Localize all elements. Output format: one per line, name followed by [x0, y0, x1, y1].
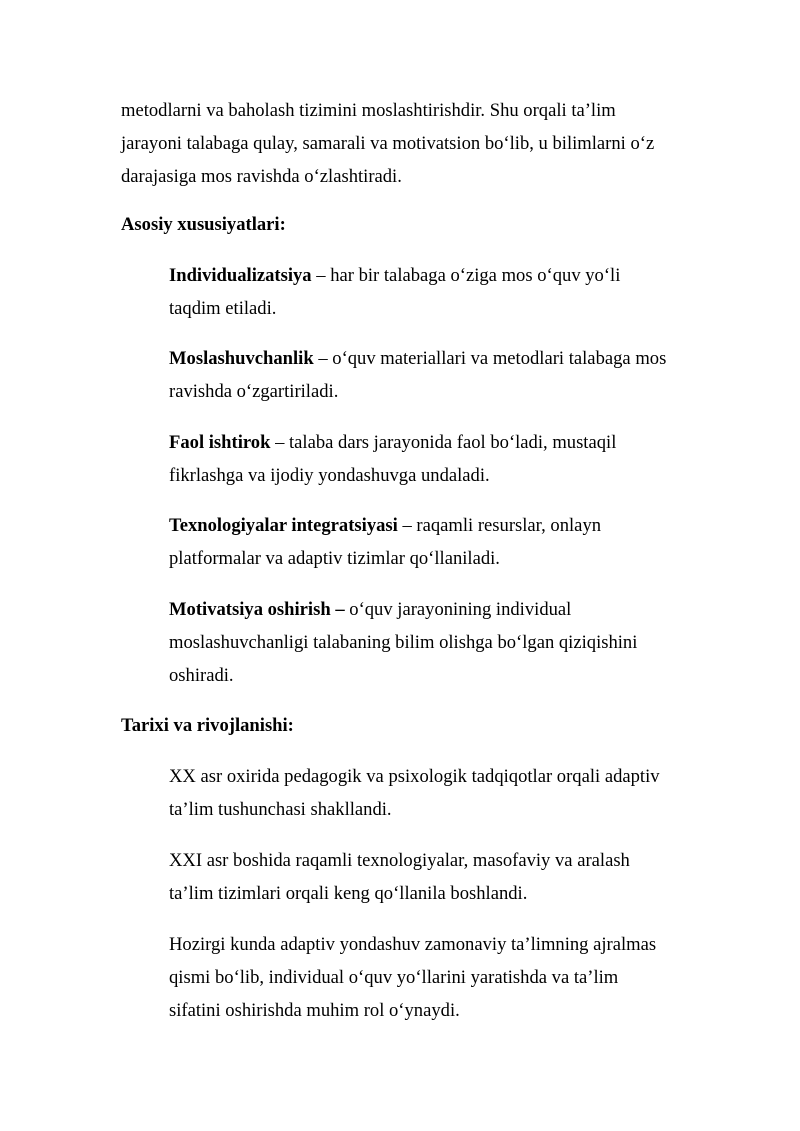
feature-text: – o‘quv materiallari va metodlari talabaga mos: [313, 348, 667, 369]
intro-line-1: metodlarni va baholash tizimini moslashtirishdir. Shu orqali ta’lim: [121, 100, 616, 121]
feature-term: Individualizatsiya: [169, 265, 312, 286]
feature-term: Moslashuvchanlik: [169, 348, 314, 369]
history-text: ta’lim tizimlari orqali keng qo‘llanila boshlandi.: [169, 883, 528, 904]
feature-text: platformalar va adaptiv tizimlar qo‘llaniladi.: [169, 548, 500, 569]
feature-term: Faol ishtirok: [169, 432, 271, 453]
feature-text: – talaba dars jarayonida faol bo‘ladi, mustaqil: [270, 432, 617, 453]
intro-paragraph: [121, 94, 681, 193]
history-item: [169, 844, 689, 910]
feature-term: Texnologiyalar integratsiyasi: [169, 515, 398, 536]
intro-line-3: darajasiga mos ravishda o‘zlashtiradi.: [121, 166, 402, 187]
feature-text: o‘quv jarayonining individual: [344, 599, 572, 620]
history-text: ta’lim tushunchasi shakllandi.: [169, 799, 392, 820]
history-heading: Tarixi va rivojlanishi:: [121, 715, 294, 736]
history-text: XXI asr boshida raqamli texnologiyalar, masofaviy va aralash: [169, 850, 630, 871]
history-text: qismi bo‘lib, individual o‘quv yo‘llarini yaratishda va ta’lim: [169, 967, 619, 988]
history-item: [169, 928, 689, 1027]
feature-term: Motivatsiya oshirish –: [169, 599, 345, 620]
intro-line-2: jarayoni talabaga qulay, samarali va motivatsion bo‘lib, u bilimlarni o‘z: [121, 133, 655, 154]
features-heading: Asosiy xususiyatlari:: [121, 214, 286, 235]
feature-text: oshiradi.: [169, 665, 234, 686]
history-text: XX asr oxirida pedagogik va psixologik tadqiqotlar orqali adaptiv: [169, 766, 660, 787]
feature-text: – raqamli resurslar, onlayn: [397, 515, 602, 536]
history-item: [169, 760, 689, 826]
feature-item-motivatsiya: [169, 593, 689, 692]
feature-item-moslashuvchanlik: [169, 342, 689, 408]
feature-text: fikrlashga va ijodiy yondashuvga undaladi.: [169, 465, 490, 486]
feature-text: – har bir talabaga o‘ziga mos o‘quv yo‘li: [311, 265, 621, 286]
feature-text: taqdim etiladi.: [169, 298, 277, 319]
feature-text: moslashuvchanligi talabaning bilim olishga bo‘lgan qiziqishini: [169, 632, 638, 653]
feature-item-texnologiyalar: [169, 509, 689, 575]
feature-text: ravishda o‘zgartiriladi.: [169, 381, 339, 402]
feature-item-individualizatsiya: [169, 259, 689, 325]
history-text: sifatini oshirishda muhim rol o‘ynaydi.: [169, 1000, 460, 1021]
feature-item-faol-ishtirok: [169, 426, 689, 492]
history-text: Hozirgi kunda adaptiv yondashuv zamonaviy ta’limning ajralmas: [169, 934, 657, 955]
